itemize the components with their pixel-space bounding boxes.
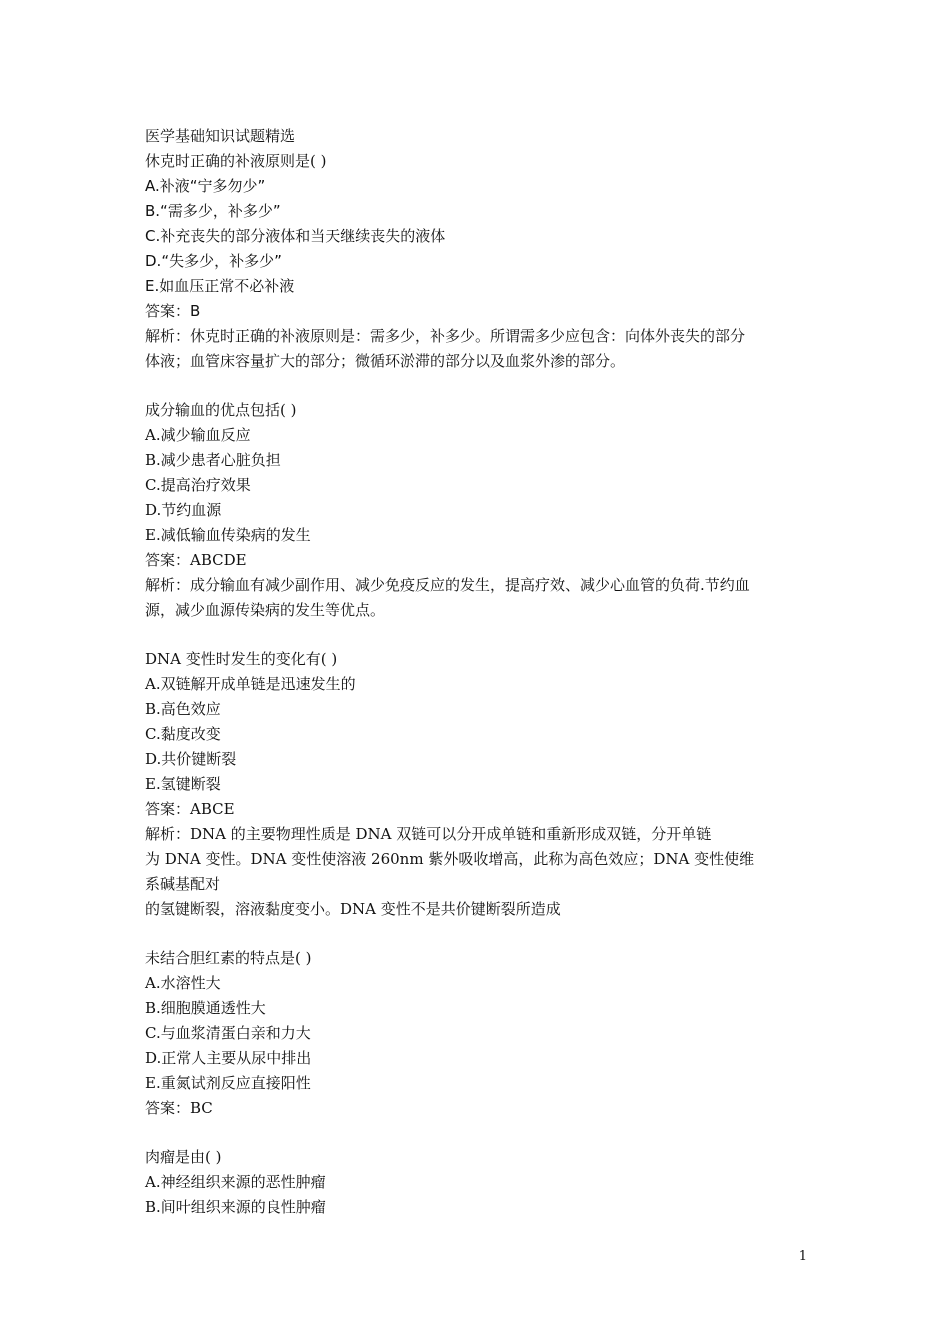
spacer: [145, 922, 813, 946]
option-a: A.双链解开成单链是迅速发生的: [145, 675, 356, 693]
option-b: B.“需多少，补多少”: [145, 202, 281, 220]
question-block-3: [145, 647, 813, 922]
analysis-line: 解析：DNA 的主要物理性质是 DNA 双链可以分开成单链和重新形成双链，分开单链: [145, 825, 712, 843]
analysis-line: 系碱基配对: [145, 875, 221, 893]
analysis-line: 源，减少血源传染病的发生等优点。: [145, 601, 386, 619]
question-text: DNA 变性时发生的变化有( ): [145, 650, 338, 668]
answer: 答案：BC: [145, 1099, 213, 1117]
option-c: C.与血浆清蛋白亲和力大: [145, 1024, 311, 1042]
analysis-line: 解析：成分输血有减少副作用、减少免疫反应的发生，提高疗效、减少心血管的负荷.节约血: [145, 576, 750, 594]
option-c: C.黏度改变: [145, 725, 221, 743]
option-e: E.氢键断裂: [145, 775, 221, 793]
option-c: C.补充丧失的部分液体和当天继续丧失的液体: [145, 227, 446, 245]
spacer: [145, 623, 813, 647]
option-b: B.细胞膜通透性大: [145, 999, 266, 1017]
option-b: B.减少患者心脏负担: [145, 451, 281, 469]
page-content: [145, 124, 813, 1220]
option-b: B.高色效应: [145, 700, 221, 718]
answer: 答案：ABCE: [145, 800, 235, 818]
question-block-5: [145, 1145, 813, 1220]
spacer: [145, 374, 813, 398]
option-d: D.正常人主要从尿中排出: [145, 1049, 312, 1067]
question-text: 成分输血的优点包括( ): [145, 401, 297, 419]
question-text: 未结合胆红素的特点是( ): [145, 949, 312, 967]
option-d: D.节约血源: [145, 501, 222, 519]
option-e: E.减低输血传染病的发生: [145, 526, 311, 544]
option-e: E.重氮试剂反应直接阳性: [145, 1074, 311, 1092]
option-d: D.共价键断裂: [145, 750, 237, 768]
document-title: 医学基础知识试题精选: [145, 127, 296, 145]
answer: 答案：B: [145, 302, 201, 320]
spacer: [145, 1121, 813, 1145]
option-b: B.间叶组织来源的良性肿瘤: [145, 1198, 326, 1216]
option-e: E.如血压正常不必补液: [145, 277, 295, 295]
option-a: A.补液“宁多勿少”: [145, 177, 266, 195]
analysis-line: 体液；血管床容量扩大的部分；微循环淤滞的部分以及血浆外渗的部分。: [145, 352, 626, 370]
question-block-1: [145, 149, 813, 374]
question-text: 肉瘤是由( ): [145, 1148, 222, 1166]
question-text: 休克时正确的补液原则是( ): [145, 152, 327, 170]
analysis-line: 的氢键断裂，溶液黏度变小。DNA 变性不是共价键断裂所造成: [145, 900, 561, 918]
question-block-4: [145, 946, 813, 1121]
option-d: D.“失多少，补多少”: [145, 252, 282, 270]
option-a: A.减少输血反应: [145, 426, 251, 444]
option-a: A.神经组织来源的恶性肿瘤: [145, 1173, 326, 1191]
option-c: C.提高治疗效果: [145, 476, 251, 494]
option-a: A.水溶性大: [145, 974, 221, 992]
page-number: 1: [798, 1249, 807, 1264]
question-block-2: [145, 398, 813, 623]
analysis-line: 为 DNA 变性。DNA 变性使溶液 260nm 紫外吸收增高，此称为高色效应；DNA 变性使维: [145, 850, 755, 868]
analysis-line: 解析：休克时正确的补液原则是：需多少，补多少。所谓需多少应包含：向体外丧失的部分: [145, 327, 746, 345]
answer: 答案：ABCDE: [145, 551, 247, 569]
